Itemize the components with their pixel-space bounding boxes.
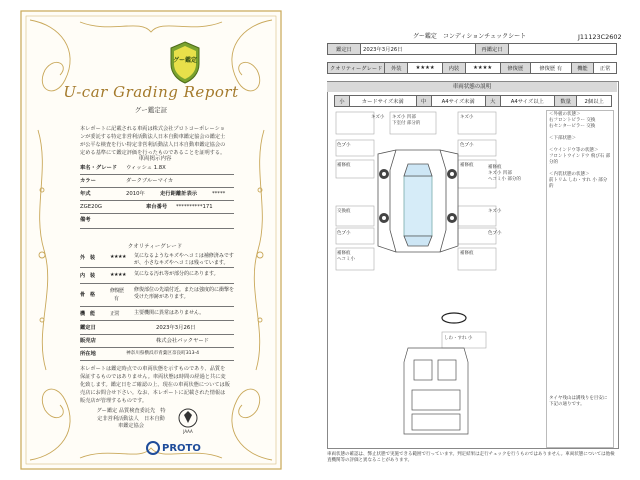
size-large-key: 大	[485, 96, 500, 107]
quality-frame-status2: 有	[114, 296, 119, 302]
vehicle-year-value: 2010年	[126, 191, 145, 197]
dealer-value: 株式会社バックヤード	[156, 338, 209, 344]
sheet-date-value: 2023年3月26日	[361, 44, 476, 55]
size-count-key: 数量	[554, 96, 576, 107]
sheet-date-label: 鑑定日	[328, 44, 361, 55]
diagram-label-3: キズ小	[460, 115, 474, 120]
side-notes: ＜外板の状態＞ 右フロントピラー 交換 右センターピラー 交換 ＜下部状態＞ ＜ウインドウ等の状態＞ フロントウインドウ 飛び石 部分的 ＜内装状態の状態＞ 前トリム しわ・すれ 小 部分的	[549, 112, 611, 189]
vehicle-name-row	[80, 162, 234, 175]
diagram-label-8: 補修痕 キズ小 凹部 ヘコミ小 部分的	[488, 165, 521, 182]
proto-logo-icon	[146, 441, 160, 455]
dealer-label: 販売店	[80, 338, 96, 344]
goo-appraisal-logo	[168, 40, 202, 84]
vehicle-color-value: ダークブルーマイカ	[126, 178, 174, 184]
dealer-row	[80, 335, 234, 348]
diagram-label-5: 色プ小	[460, 143, 474, 148]
diagram-label-13: 補修痕 ヘコミ小	[337, 251, 355, 262]
model-code: ZGE20G	[80, 204, 102, 210]
size-small-key: 小	[335, 96, 350, 107]
tire-note: タイヤ残山は溝残りを目安に下記の通りです。	[549, 396, 608, 407]
diagram-label-9: 交換痕	[337, 209, 351, 214]
quality-exterior-stars: ★★★★	[110, 254, 126, 260]
date-label: 鑑定日	[80, 325, 96, 331]
quality-frame-desc: 修復部位の先端付近。または強度的に衝撃を受けた形跡があります。	[134, 287, 235, 300]
size-small-value: カードサイズ未満	[349, 96, 416, 107]
mileage-label: 走行距離計表示	[160, 191, 198, 197]
steering-wheel-icon	[442, 313, 466, 323]
sheet-grade-table	[327, 62, 617, 74]
quality-section-title: クオリティーグレード	[127, 244, 183, 250]
remarks-label: 備考	[80, 217, 91, 223]
sheet-reissue-label: 再鑑定日	[476, 44, 509, 55]
certificate-notes: 本レポートは鑑定時点での車両状態を示すものであり、品質を保証するものではありません。車両状態は時間の経過と共に変化致します。鑑定日をご確認の上、現在の車両状態については販売店にお問合せ下さい。なお、本レポートに記載された情報は販売店が管理するものです。	[80, 366, 230, 404]
diagram-label-4: 色プ小	[337, 143, 351, 148]
quality-function-desc: 主要機関に異常はありません。	[134, 310, 205, 316]
sheet-footnote: 車両状態の確認は、弊止状態で実施できる範囲で行っています。判定結果は走行チェックを行うものではありません。車両状態については他検査機関等の評価と異なることがあります。	[327, 452, 615, 463]
vehicle-name-label: 車名・グレード	[80, 165, 118, 171]
date-value: 2023年3月26日	[156, 325, 196, 331]
diagram-label-14: 補修痕	[460, 251, 474, 256]
jaaa-label: JAAA	[183, 429, 193, 434]
diagram-label-11: 色プ小	[337, 231, 351, 236]
sheet-title: グー鑑定 コンディションチェックシート	[412, 33, 527, 40]
diagram-label-10: キズ小	[488, 209, 502, 214]
quality-frame-row	[80, 284, 234, 307]
document-number: J11123C2602	[578, 33, 622, 41]
diagram-label-2: キズ小 凹部 下室付 部分的	[392, 115, 421, 126]
address-row	[80, 348, 234, 361]
sheet-col-function-value: 正常	[594, 63, 617, 74]
quality-function-label: 機 能	[80, 311, 96, 317]
quality-frame-status: 修復歴	[110, 288, 124, 294]
sheet-col-repair-label: 修復歴	[500, 63, 530, 74]
status-title: 車両状態の説明	[327, 82, 617, 92]
proto-brand	[146, 441, 201, 455]
diagram-label-1: キズ小	[371, 115, 385, 120]
date-row	[80, 322, 234, 335]
proto-brand-text: PROTO	[162, 443, 201, 454]
size-medium-value: A4サイズ未満	[431, 96, 485, 107]
quality-interior-label: 内 装	[80, 273, 96, 279]
quality-exterior-label: 外 装	[80, 255, 96, 261]
chassis-value: **********171	[176, 204, 213, 210]
sheet-col-exterior-label: 外装	[385, 63, 408, 74]
diagram-label-15: しわ・すれ 小	[444, 336, 473, 341]
quality-exterior-row	[80, 250, 234, 268]
car-damage-diagram	[334, 110, 544, 448]
certificate-subtitle: グー鑑定証	[134, 106, 168, 114]
sheet-col-repair-value: 修復歴 有	[531, 63, 572, 74]
quality-function-row	[80, 307, 234, 321]
size-count-value: 2個以上	[577, 96, 612, 107]
vehicle-section-title: 車両掲示内容	[138, 156, 172, 162]
jaaa-emblem	[174, 406, 202, 434]
diagram-label-7: 補修痕	[460, 163, 474, 168]
diagram-label-6: 補修痕	[337, 163, 351, 168]
logo-text: グー鑑定	[172, 57, 198, 64]
quality-frame-label: 骨 格	[80, 292, 96, 298]
size-large-value: A4サイズ以上	[500, 96, 554, 107]
quality-exterior-desc: 気になるようなキズやヘコミは補修済みですが、小さなキズやヘコミは残っています。	[134, 253, 234, 266]
vehicle-year-label: 年式	[80, 191, 91, 197]
sheet-col-exterior-value: ★★★★	[408, 63, 443, 74]
remarks-row	[80, 214, 234, 229]
quality-interior-desc: 気になる汚れ等が部分的にあります。	[134, 271, 219, 277]
vehicle-year-row	[80, 188, 234, 201]
quality-interior-stars: ★★★★	[110, 272, 126, 278]
sheet-col-interior-label: 内装	[443, 63, 466, 74]
vehicle-name-value: ウィッシュ 1.8X	[126, 165, 166, 171]
size-medium-key: 中	[416, 96, 431, 107]
sheet-col-function-label: 機能	[571, 63, 594, 74]
address-value: 神奈川県横浜市青葉区奈良町313-4	[126, 351, 200, 356]
certificate-title: U-car Grading Report	[63, 83, 239, 101]
address-label: 所在地	[80, 351, 96, 357]
chassis-label: 車台番号	[146, 204, 168, 210]
sheet-grade-label: クオリティーグレード	[328, 63, 385, 74]
grader-info: グー鑑定 品質検査委託先 特定非営利活動法人 日本自動車鑑定協会	[96, 408, 166, 429]
sheet-col-interior-value: ★★★★	[465, 63, 500, 74]
quality-interior-row	[80, 268, 234, 284]
size-legend-table	[334, 95, 612, 107]
sheet-date-table	[327, 43, 617, 55]
vehicle-color-label: カラー	[80, 178, 96, 184]
grading-certificate	[20, 10, 282, 470]
vehicle-model-row	[80, 201, 234, 214]
mileage-value: *****	[212, 191, 226, 197]
quality-function-status: 正常	[110, 311, 120, 317]
vehicle-color-row	[80, 175, 234, 188]
diagram-label-12: 色プ小	[488, 231, 502, 236]
certificate-intro: 本レポートに記載される車両は株式会社プロトコーポレーションが委託する特定非営利活動法人日本自動車鑑定協会の鑑定士が公平な検査を行い特定非営利活動法人日本自動車鑑定協会の定める基準にて鑑定評価を行ったものであることを証明する。	[80, 126, 226, 156]
sheet-reissue-value	[509, 44, 617, 55]
